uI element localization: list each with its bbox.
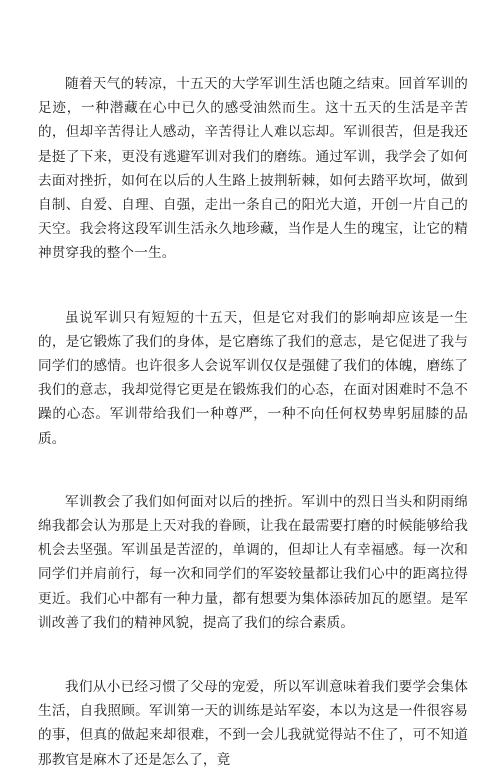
paragraph-1: 随着天气的转凉，十五天的大学军训生活也随之结束。回首军训的足迹，一种潜藏在心中已久的感受油然而生。这十五天的生活是辛苦的，但却辛苦得让人感动，辛苦得让人难以忘却。军训很苦，但是我还是挺了下来，更没有逃避军训对我们的磨练。通过军训，我学会了如何去面对挫折，如何在以后的人生路上披荆斩棘，如何去踏平坎坷，做到自制、自爱、自理、自强，走出一条自己的阳光大道，开创一片自己的天空。我会将这段军训生活永久地珍藏，当作是人生的瑰宝，让它的精神贯穿我的整个一生。: [38, 76, 468, 262]
paragraph-3: 军训教会了我们如何面对以后的挫折。军训中的烈日当头和阴雨绵绵我都会认为那是上天对我的眷顾，让我在最需要打磨的时候能够给我机会去坚强。军训虽是苦涩的，单调的，但却让人有幸福感。每一次和同学们并肩前行，每一次和同学们的军姿较量都让我们心中的距离拉得更近。我们心中都有一种力量，都有想要为集体添砖加瓦的愿望。是军训改善了我们的精神风貌，提高了我们的综合素质。: [38, 493, 468, 631]
paragraph-2: 虽说军训只有短短的十五天，但是它对我们的影响却应该是一生的，是它锻炼了我们的身体，是它磨练了我们的意志，是它促进了我与同学们的感情。也许很多人会说军训仅仅是强健了我们的体魄，磨练了我们的意志，我却觉得它更是在锻炼我们的心态，在面对困难时不急不躁的心态。军训带给我们一种尊严，一种不向任何权势卑躬屈膝的品质。: [38, 309, 468, 447]
document-body: [38, 72, 468, 772]
paragraph-4: 我们从小已经习惯了父母的宠爱，所以军训意味着我们要学会集体生活，自我照顾。军训第一天的训练是站军姿，本以为这是一件很容易的事，但真的做起来却很难，不到一会儿我就觉得站不住了，可不知道那教官是麻木了还是怎么了，竟: [38, 679, 468, 768]
